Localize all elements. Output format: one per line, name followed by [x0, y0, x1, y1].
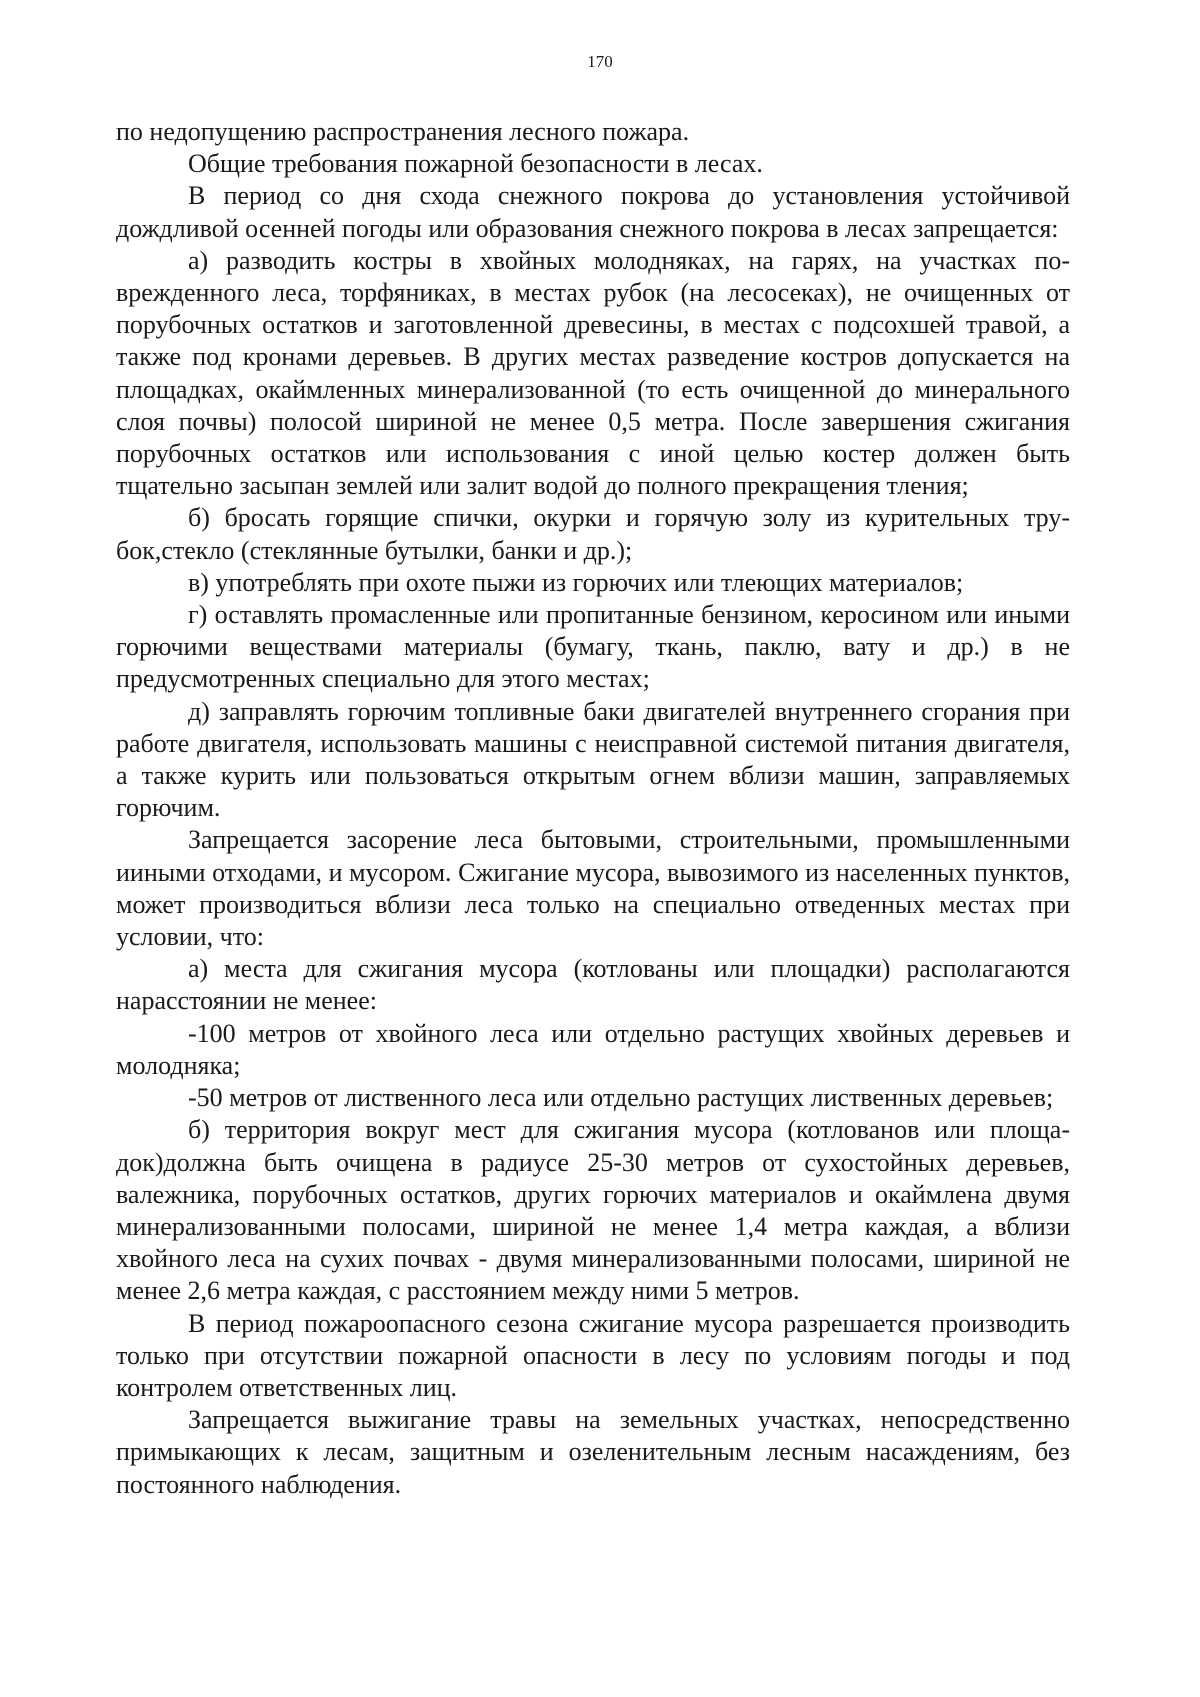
page-number: 170 — [587, 52, 613, 71]
list-item-dash: -100 метров от хвойного леса или отдельно растущих хвойных деревьев и молодняка; — [116, 1018, 1070, 1080]
paragraph: по недопущению распространения лесного пожара. — [116, 117, 690, 146]
body-text — [116, 116, 1070, 1501]
paragraph: В период пожароопасного сезона сжигание мусора разрешается производить только при отсутствии пожарной опасности в лесу по условиям погоды и под контролем ответственных лиц. — [116, 1308, 1070, 1402]
paragraph: Запрещается засорение леса бытовыми, строительными, промышленными ииными отходами, и мусором. Сжигание мусора, вывозимого из населенных пунктов, может производиться вблизи леса только на специально отведенных местах при условии, что: — [116, 825, 1070, 952]
list-item-b: б) территория вокруг мест для сжигания мусора (котлованов или площадок)должна быть очищена в радиусе 25-30 метров от сухостойных деревьев, валежника, порубочных остатков, других горючих материалов и окаймлена двумя минерализованными полосами, шириной не менее 1,4 метра каждая, а вблизи хвойного леса на сухих почвах - двумя минерализованными полосами, шириной не менее 2,6 метра каждая, с расстоянием между ними 5 метров. — [116, 1115, 1070, 1306]
list-item-a: а) места для сжигания мусора (котлованы или площадки) располагаются нарасстоянии не менее: — [116, 954, 1070, 1016]
list-item-v: в) употреблять при охоте пыжи из горючих или тлеющих материалов; — [188, 567, 964, 597]
list-item-g: г) оставлять промасленные или пропитанные бензином, керосином или иными горючими веществами материалы (бумагу, ткань, паклю, вату и др.) в не предусмотренных специально для этого местах; — [116, 600, 1070, 694]
list-item-d: д) заправлять горючим топливные баки двигателей внутреннего сгорания при работе двигателя, использовать машины с неисправной системой питания двигателя, а также курить или пользоваться открытым огнем вблизи машин, заправляемых горючим. — [116, 696, 1070, 823]
paragraph: Запрещается выжигание травы на земельных участках, непосредственно примыкающих к лесам, защитным и озеленительным лесным насаждениям, без постоянного наблюдения. — [116, 1405, 1070, 1499]
list-item-a: а) разводить костры в хвойных молодняках, на гарях, на участках поврежденного леса, торфяниках, в местах рубок (на лесосеках), не очищенных от порубочных остатков и заготовленной древесины, в местах с подсохшей травой, а также под кронами деревьев. В других местах разведение костров допускается на площадках, окаймленных минерализованной (то есть очищенной до минерального слоя почвы) полосой шириной не менее 0,5 метра. После завершения сжигания порубочных остатков или использования с иной целью костер должен быть тщательно засыпан землей или залит водой до полного прекращения тления; — [116, 245, 1070, 501]
list-item-dash: -50 метров от лиственного леса или отдельно растущих лиственных деревьев; — [188, 1083, 1054, 1113]
paragraph: В период со дня схода снежного покрова до установления устойчивой дождливой осенней погоды или образования снежного покрова в лесах запрещается: — [116, 181, 1070, 243]
list-item-b: б) бросать горящие спички, окурки и горячую золу из курительных трубок,стекло (стеклянные бутылки, банки и др.); — [116, 503, 1070, 565]
section-heading: Общие требования пожарной безопасности в лесах. — [188, 149, 763, 179]
